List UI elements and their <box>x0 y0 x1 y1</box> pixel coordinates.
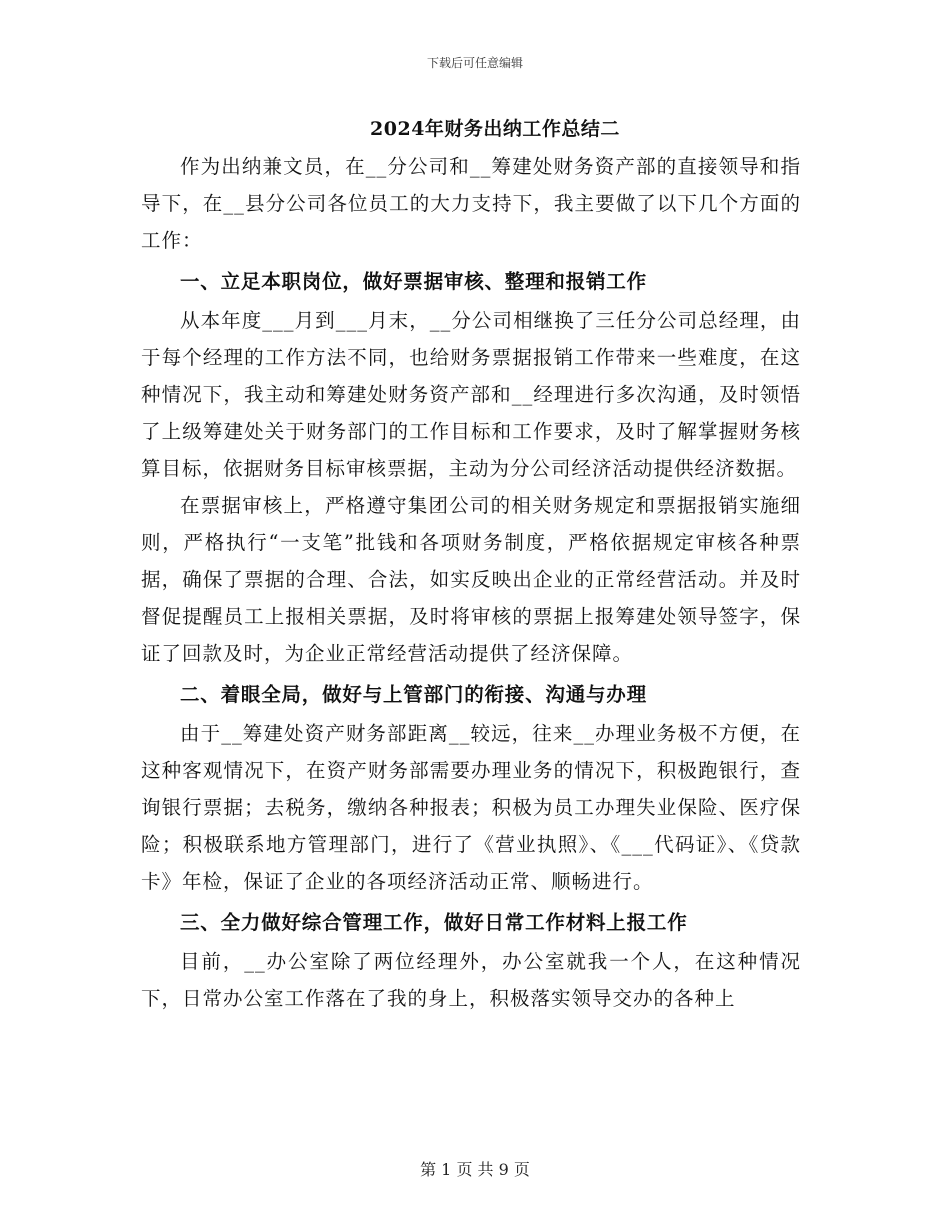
section-1-paragraph-2: 在票据审核上，严格遵守集团公司的相关财务规定和票据报销实施细则，严格执行“一支笔”批钱和各项财务制度，严格依据规定审核各种票据，确保了票据的合理、合法，如实反映出企业的正常经营活动。并及时督促提醒员工上报相关票据，及时将审核的票据上报筹建处领导签字，保证了回款及时，为企业正常经营活动提供了经济保障。 <box>141 494 801 665</box>
section-3-paragraph-1: 目前，__办公室除了两位经理外，办公室就我一个人，在这种情况下，日常办公室工作落在了我的身上，积极落实领导交办的各种上 <box>141 950 801 1010</box>
document-title: 2024年财务出纳工作总结二 <box>370 118 620 140</box>
section-1-heading: 一、立足本职岗位，做好票据审核、整理和报销工作 <box>180 270 647 293</box>
document-body <box>141 148 801 1017</box>
page-number-footer: 第 1 页 共 9 页 <box>420 1160 530 1179</box>
section-3-heading: 三、全力做好综合管理工作，做好日常工作材料上报工作 <box>180 911 688 934</box>
intro-paragraph: 作为出纳兼文员，在__分公司和__筹建处财务资产部的直接领导和指导下，在__县分公司各位员工的大力支持下，我主要做了以下几个方面的工作： <box>141 155 801 252</box>
section-2-paragraph-1: 由于__筹建处资产财务部距离__较远，往来__办理业务极不方便，在这种客观情况下，在资产财务部需要办理业务的情况下，积极跑银行，查询银行票据；去税务，缴纳各种报表；积极为员工办理失业保险、医疗保险；积极联系地方管理部门，进行了《营业执照》、《___代码证》、《贷款卡》年检，保证了企业的各项经济活动正常、顺畅进行。 <box>141 722 801 893</box>
section-2-heading: 二、着眼全局，做好与上管部门的衔接、沟通与办理 <box>180 683 647 706</box>
section-1-paragraph-1: 从本年度___月到___月末，__分公司相继换了三任分公司总经理，由于每个经理的工作方法不同，也给财务票据报销工作带来一些难度，在这种情况下，我主动和筹建处财务资产部和__经理进行多次沟通，及时领悟了上级筹建处关于财务部门的工作目标和工作要求，及时了解掌握财务核算目标，依据财务目标审核票据，主动为分公司经济活动提供经济数据。 <box>141 309 801 480</box>
page-header: 下载后可任意编辑 <box>426 56 523 70</box>
